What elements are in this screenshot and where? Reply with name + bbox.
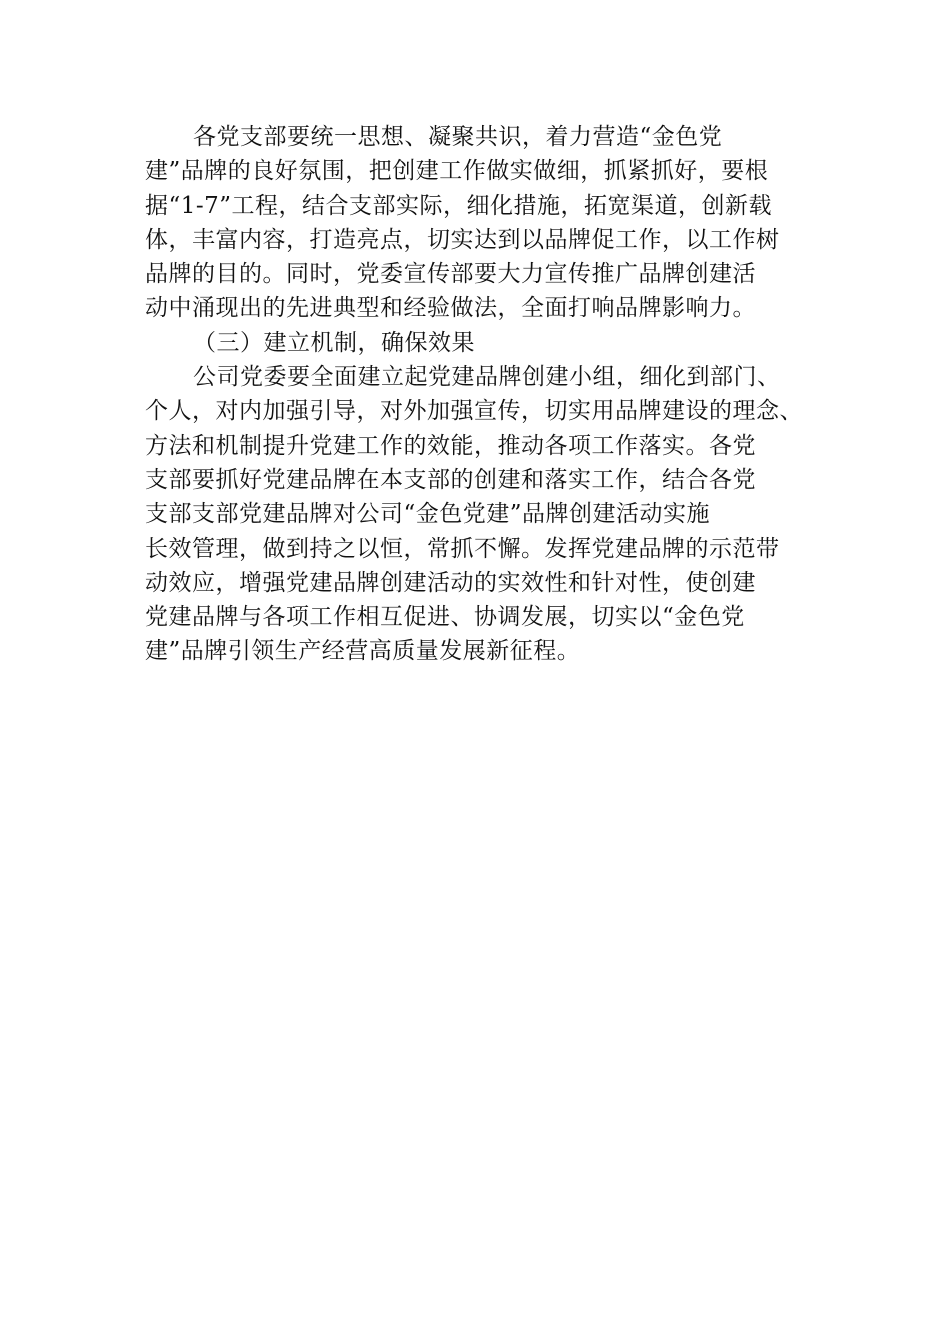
- text-line: 支部要抓好党建品牌在本支部的创建和落实工作，结合各党: [145, 466, 756, 493]
- text-line: 据“1-7”工程，结合支部实际，细化措施，拓宽渠道，创新载: [145, 192, 773, 219]
- paragraph-mechanism-effect: [145, 360, 813, 669]
- text-line: 方法和机制提升党建工作的效能，推动各项工作落实。各党: [145, 432, 756, 459]
- text-line: 党建品牌与各项工作相互促进、协调发展，切实以“金色党: [145, 604, 745, 631]
- text-line: 建”品牌引领生产经营高质量发展新征程。: [145, 638, 581, 665]
- paragraph-branch-brand-atmosphere: [145, 120, 813, 326]
- text-line: 各党支部要统一思想、凝聚共识，着力营造“金色党: [193, 124, 723, 150]
- document-body: [145, 120, 813, 669]
- text-line: 动效应，增强党建品牌创建活动的实效性和针对性，使创建: [145, 569, 756, 596]
- section-heading: （三）建立机制，确保效果: [193, 329, 475, 356]
- text-line: 体，丰富内容，打造亮点，切实达到以品牌促工作，以工作树: [145, 226, 780, 253]
- text-line: 建”品牌的良好氛围，把创建工作做实做细，抓紧抓好，要根: [145, 158, 769, 185]
- text-line: 长效管理，做到持之以恒，常抓不懈。发挥党建品牌的示范带: [145, 535, 780, 562]
- text-line: 动中涌现出的先进典型和经验做法，全面打响品牌影响力。: [145, 295, 756, 322]
- text-line: 品牌的目的。同时，党委宣传部要大力宣传推广品牌创建活: [145, 261, 756, 288]
- text-line: 支部支部党建品牌对公司“金色党建”品牌创建活动实施: [145, 501, 711, 528]
- text-line: 个人，对内加强引导，对外加强宣传，切实用品牌建设的理念、: [145, 398, 803, 425]
- text-line: 公司党委要全面建立起党建品牌创建小组，细化到部门、: [193, 364, 781, 391]
